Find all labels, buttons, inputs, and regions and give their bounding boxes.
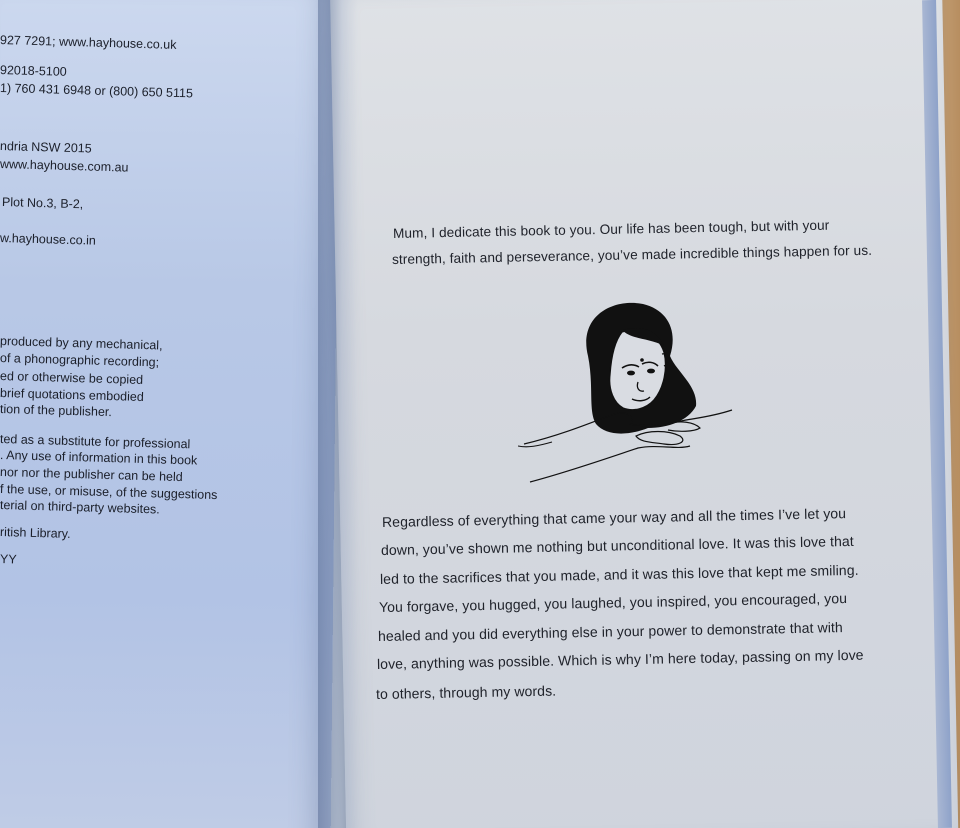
copyright-line: ritish Library. xyxy=(0,525,71,541)
book-gutter-shadow xyxy=(318,0,358,828)
woman-resting-chin-icon xyxy=(518,296,740,488)
copyright-line: nor nor the publisher can be held xyxy=(0,465,183,485)
copyright-line: 92018-5100 xyxy=(0,63,67,79)
paragraph-line: led to the sacrifices that you made, and it was this love that kept me smiling. xyxy=(379,561,859,587)
copyright-line: w.hayhouse.co.in xyxy=(0,231,97,248)
copyright-line: 1) 760 431 6948 or (800) 650 5115 xyxy=(0,81,194,101)
copyright-line: www.hayhouse.com.au xyxy=(0,157,129,175)
copyright-line: produced by any mechanical, xyxy=(0,334,163,353)
copyright-page-text xyxy=(0,0,330,828)
copyright-line: f the use, or misuse, of the suggestions xyxy=(0,482,218,503)
copyright-line: of a phonographic recording; xyxy=(0,351,160,370)
copyright-line: Plot No.3, B-2, xyxy=(1,195,84,212)
paragraph-line: Regardless of everything that came your way and all the times I’ve let you xyxy=(381,505,847,530)
copyright-line: brief quotations embodied xyxy=(0,386,144,405)
copyright-line: ted as a substitute for professional xyxy=(0,432,191,452)
paragraph-line: You forgave, you hugged, you laughed, you inspired, you encouraged, you xyxy=(378,590,848,615)
dedication-line: Mum, I dedicate this book to you. Our life has been tough, but with your xyxy=(392,217,830,241)
copyright-line: ed or otherwise be copied xyxy=(0,369,144,387)
paragraph-line: down, you’ve shown me nothing but unconditional love. It was this love that xyxy=(380,532,854,558)
dedication-line: strength, faith and perseverance, you’ve made incredible things happen for us. xyxy=(391,242,873,267)
copyright-line: 927 7291; www.hayhouse.co.uk xyxy=(0,33,177,52)
copyright-line: . Any use of information in this book xyxy=(0,448,198,468)
paragraph-line: healed and you did everything else in your power to demonstrate that with xyxy=(377,619,843,644)
copyright-line: tion of the publisher. xyxy=(0,402,113,420)
copyright-line: terial on third-party websites. xyxy=(0,498,160,517)
copyright-line: ndria NSW 2015 xyxy=(0,139,92,156)
copyright-line: YY xyxy=(0,552,17,567)
paragraph-line: to others, through my words. xyxy=(375,682,557,702)
paragraph-line: love, anything was possible. Which is why I’m here today, passing on my love xyxy=(376,646,864,672)
